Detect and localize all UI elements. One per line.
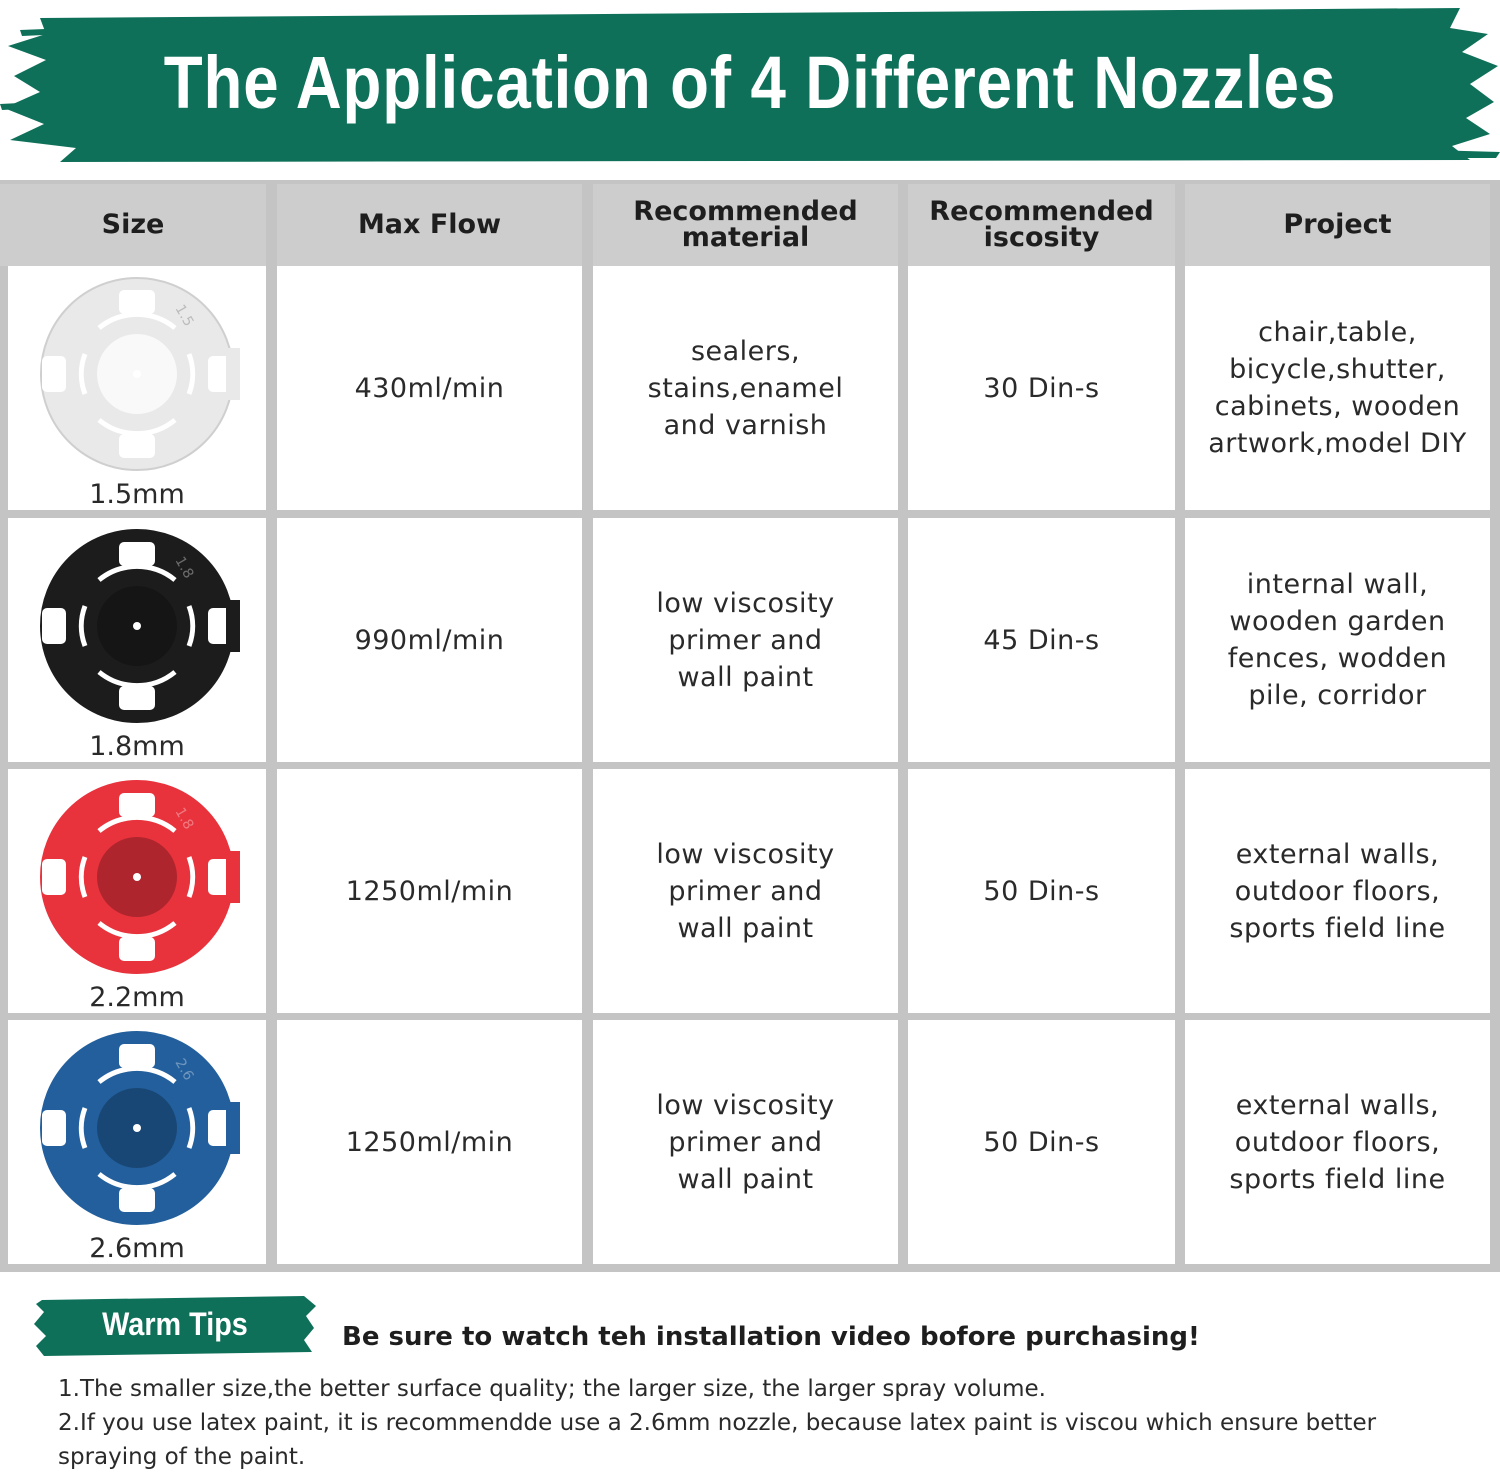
cell-size-row-2 [8,518,266,762]
warm-tips-badge [34,1292,316,1358]
project-line: cabinets, wooden [1214,391,1461,422]
viscosity-value: 50 Din-s [983,875,1100,907]
size-label: 2.2mm [89,982,185,1013]
header-size: Size [0,184,266,266]
black-nozzle-icon [32,528,242,724]
size-label: 2.6mm [89,1233,185,1264]
tips-headline: Be sure to watch teh installation video bofore purchasing! [342,1322,1200,1352]
header-project: Project [1185,184,1490,266]
project-text [1208,314,1467,462]
svg-text:1.8: 1.8 [171,805,197,833]
project-line: external walls, [1235,838,1440,870]
material-text [648,333,844,444]
material-line: low viscosity [656,587,835,619]
project-text [1229,836,1445,947]
material-text [656,585,834,696]
project-line: artwork,model DIY [1208,428,1467,459]
header-viscosity [908,184,1175,266]
max-flow-value: 1250ml/min [345,875,514,907]
svg-text:1.5: 1.5 [171,302,197,330]
material-line: sealers, [690,335,801,367]
material-line: primer and [668,1126,823,1158]
cell-size-row-1 [8,266,266,510]
size-label: 1.5mm [89,479,185,510]
material-text [656,1087,834,1198]
project-text [1229,1087,1445,1198]
project-line: outdoor floors, [1234,875,1441,907]
material-line: primer and [668,875,823,907]
cell-max-flow-row-4 [277,1020,582,1264]
viscosity-value: 45 Din-s [983,624,1100,656]
max-flow-value: 990ml/min [354,624,505,656]
header-material [593,184,898,266]
cell-viscosity-row-4 [908,1020,1175,1264]
cell-project-row-2 [1185,518,1490,762]
tip-line-3: spraying of the paint. [58,1444,306,1470]
material-line: wall paint [677,912,814,944]
project-line: pile, corridor [1248,680,1427,711]
project-line: bicycle,shutter, [1229,354,1446,385]
material-text [656,836,834,947]
cell-project-row-4 [1185,1020,1490,1264]
header-material-line-2: material [681,222,810,253]
material-line: and varnish [663,409,828,441]
cell-viscosity-row-1 [908,266,1175,510]
cell-size-row-3 [8,769,266,1013]
project-line: internal wall, [1246,569,1429,600]
project-line: chair,table, [1258,317,1417,348]
banner-title: The Application of 4 Different Nozzles [163,41,1337,124]
viscosity-value: 30 Din-s [983,372,1100,404]
viscosity-value: 50 Din-s [983,1126,1100,1158]
cell-material-row-4 [593,1020,898,1264]
max-flow-value: 1250ml/min [345,1126,514,1158]
tip-line-2: 2.If you use latex paint, it is recommendde use a 2.6mm nozzle, because latex paint is viscou which ensure better [58,1410,1377,1436]
svg-text:2.6: 2.6 [171,1056,197,1084]
header-viscosity-line-2: iscosity [983,222,1100,253]
cell-material-row-1 [593,266,898,510]
cell-material-row-2 [593,518,898,762]
cell-max-flow-row-1 [277,266,582,510]
cell-max-flow-row-3 [277,769,582,1013]
material-line: primer and [668,624,823,656]
cell-material-row-3 [593,769,898,1013]
tip-line-1: 1.The smaller size,the better surface quality; the larger size, the larger spray volume. [58,1376,1046,1402]
red-nozzle-icon [32,779,242,975]
cell-project-row-3 [1185,769,1490,1013]
project-line: sports field line [1229,912,1446,944]
cell-max-flow-row-2 [277,518,582,762]
material-line: low viscosity [656,838,835,870]
header-material-line-1: Recommended [633,196,858,227]
project-line: sports field line [1229,1163,1446,1195]
cell-viscosity-row-3 [908,769,1175,1013]
cell-size-row-4 [8,1020,266,1264]
header-max-flow: Max Flow [277,184,582,266]
header-viscosity-line-1: Recommended [929,196,1154,227]
blue-nozzle-icon [32,1030,242,1226]
warm-tips-label: Warm Tips [102,1306,248,1342]
cell-project-row-1 [1185,266,1490,510]
material-line: low viscosity [656,1089,835,1121]
project-line: external walls, [1235,1089,1440,1121]
project-text [1228,566,1448,714]
svg-text:1.8: 1.8 [171,554,197,582]
project-line: fences, wodden [1227,643,1448,674]
size-label: 1.8mm [89,731,185,762]
cell-viscosity-row-2 [908,518,1175,762]
material-line: wall paint [677,1163,814,1195]
max-flow-value: 430ml/min [354,372,505,404]
title-banner [0,0,1500,170]
project-line: wooden garden [1229,606,1446,637]
nozzle-table [0,180,1500,1272]
project-line: outdoor floors, [1234,1126,1441,1158]
material-line: wall paint [677,661,814,693]
material-line: stains,enamel [647,372,844,404]
white-nozzle-icon [32,276,242,472]
